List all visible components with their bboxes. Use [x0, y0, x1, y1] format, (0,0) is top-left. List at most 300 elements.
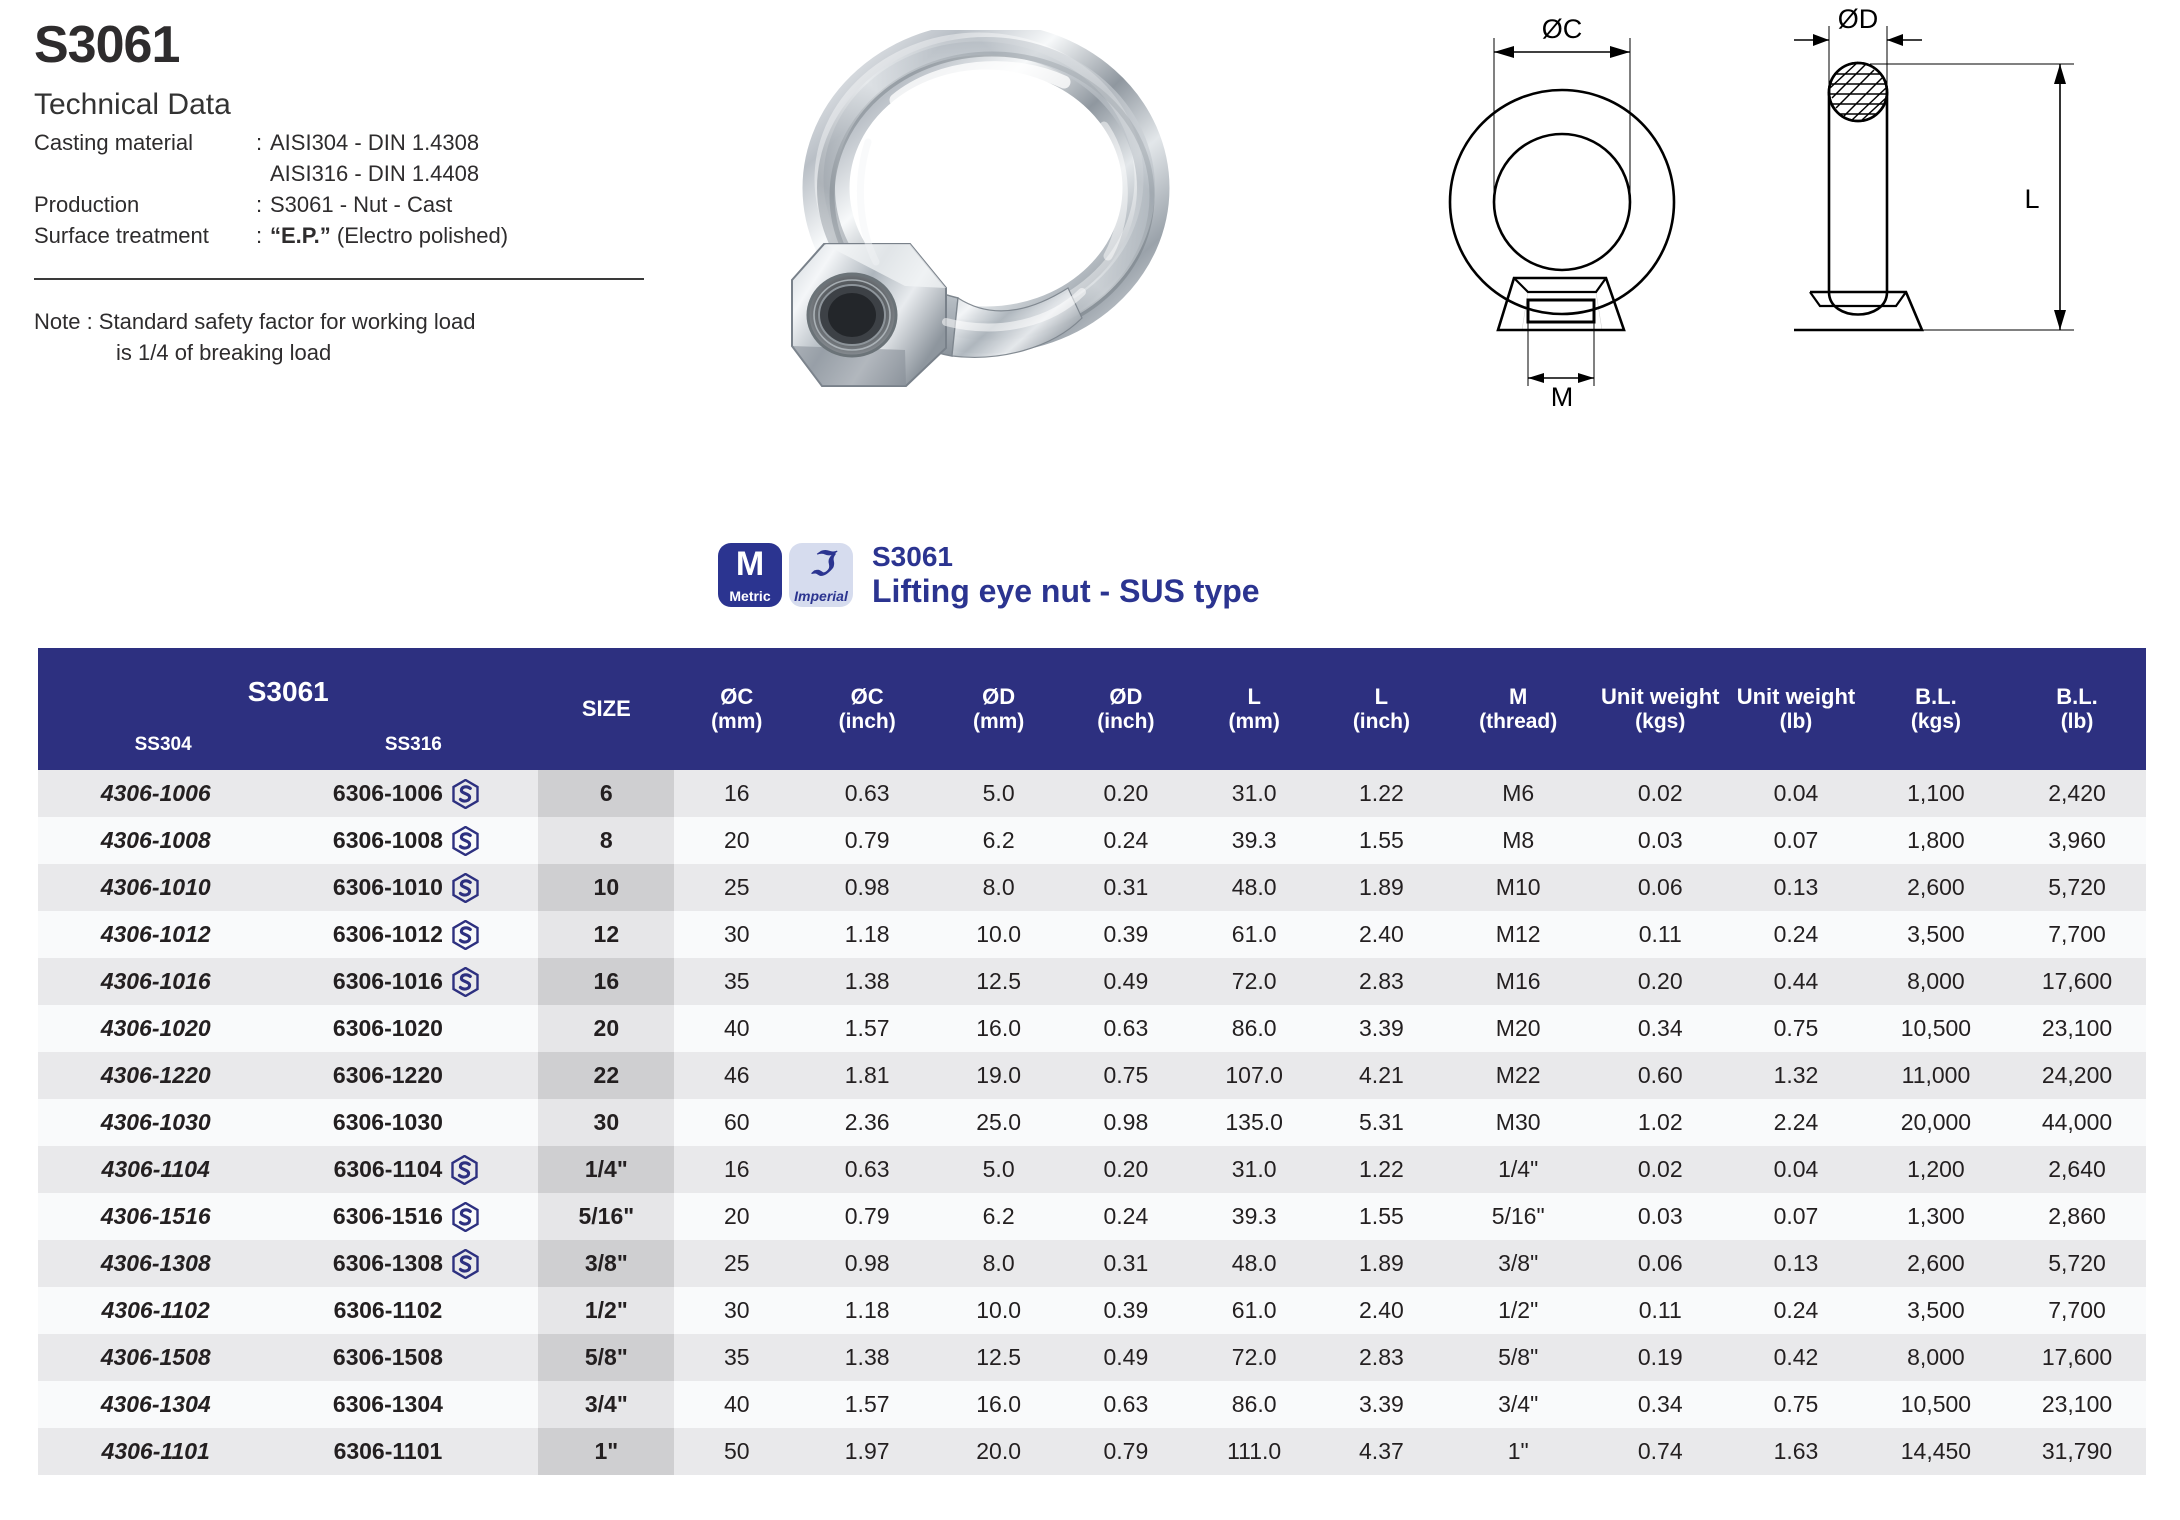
cell-bl-lb: 23,100 — [2008, 1005, 2146, 1052]
tech-row-casting-material — [34, 127, 694, 158]
cell-unit-weight-lb: 0.04 — [1728, 1146, 1864, 1193]
cell-ss316-code: 6306-1102 — [333, 1297, 443, 1323]
cell-ss316-code: 6306-1508 — [332, 1344, 443, 1370]
cell-bl-lb: 5,720 — [2008, 864, 2146, 911]
cell-d-mm: 19.0 — [935, 1052, 1062, 1099]
cell-ss304: 4306-1220 — [38, 1052, 273, 1099]
header-col-m-thread: M (thread) — [1444, 648, 1592, 770]
cell-c-inch: 0.63 — [799, 770, 935, 817]
cell-unit-weight-kgs: 0.03 — [1592, 817, 1728, 864]
cell-ss316 — [273, 1428, 538, 1475]
header-col-ss316: SS316 — [384, 734, 442, 756]
cell-ss316-code: 6306-1030 — [332, 1109, 443, 1135]
lifting-eye-nut-photo-svg — [700, 30, 1220, 530]
cell-c-mm: 35 — [674, 1334, 799, 1381]
cell-ss316-code: 6306-1016 — [332, 968, 443, 994]
cell-size: 30 — [538, 1099, 674, 1146]
cell-unit-weight-kgs: 0.11 — [1592, 1287, 1728, 1334]
cell-d-inch: 0.20 — [1062, 770, 1189, 817]
cell-m-thread: M6 — [1444, 770, 1592, 817]
cell-d-mm: 6.2 — [935, 817, 1062, 864]
cell-ss316-code: 6306-1020 — [332, 1015, 443, 1041]
table-row — [38, 1099, 2146, 1146]
stainless-hex-logo-icon — [452, 1202, 479, 1232]
cell-l-inch: 1.22 — [1319, 1146, 1444, 1193]
cell-m-thread: M10 — [1444, 864, 1592, 911]
stainless-hex-logo-icon — [451, 1155, 478, 1185]
cell-l-inch: 2.83 — [1319, 1334, 1444, 1381]
cell-c-inch: 1.38 — [799, 958, 935, 1005]
cell-l-inch: 2.40 — [1319, 911, 1444, 958]
cell-unit-weight-kgs: 0.06 — [1592, 864, 1728, 911]
table-row — [38, 958, 2146, 1005]
cell-size: 12 — [538, 911, 674, 958]
header-col-bl-lb: B.L. (lb) — [2008, 648, 2146, 770]
cell-l-mm: 31.0 — [1189, 1146, 1318, 1193]
tech-separator: : — [256, 223, 263, 249]
cell-c-inch: 0.79 — [799, 1193, 935, 1240]
cell-unit-weight-lb: 0.75 — [1728, 1381, 1864, 1428]
cell-ss316-code: 6306-1101 — [333, 1438, 443, 1464]
cell-unit-weight-lb: 0.24 — [1728, 1287, 1864, 1334]
cell-d-inch: 0.31 — [1062, 864, 1189, 911]
cell-d-inch: 0.31 — [1062, 1240, 1189, 1287]
cell-size: 5/16" — [538, 1193, 674, 1240]
stainless-hex-logo-icon — [452, 779, 479, 809]
product-name — [872, 540, 1260, 611]
header-group-title: S3061 — [247, 675, 329, 707]
cell-bl-kgs: 10,500 — [1864, 1005, 2008, 1052]
cell-bl-lb: 5,720 — [2008, 1240, 2146, 1287]
table-row — [38, 864, 2146, 911]
header-col-l-mm: L (mm) — [1189, 648, 1318, 770]
cell-m-thread: 5/16" — [1444, 1193, 1592, 1240]
cell-ss316 — [273, 1240, 538, 1287]
cell-unit-weight-kgs: 1.02 — [1592, 1099, 1728, 1146]
metric-badge-glyph: M — [735, 545, 765, 584]
cell-d-mm: 12.5 — [935, 958, 1062, 1005]
cell-bl-kgs: 8,000 — [1864, 958, 2008, 1005]
cell-l-mm: 135.0 — [1189, 1099, 1318, 1146]
product-photo — [700, 30, 1220, 530]
cell-ss316-code: 6306-1010 — [332, 874, 443, 900]
cell-size: 8 — [538, 817, 674, 864]
cell-m-thread: 1/2" — [1444, 1287, 1592, 1334]
cell-unit-weight-kgs: 0.74 — [1592, 1428, 1728, 1475]
header-col-unit-weight-kgs: Unit weight (kgs) — [1592, 648, 1728, 770]
cell-bl-kgs: 1,300 — [1864, 1193, 2008, 1240]
cell-bl-lb: 24,200 — [2008, 1052, 2146, 1099]
cell-bl-kgs: 1,800 — [1864, 817, 2008, 864]
cell-d-inch: 0.63 — [1062, 1005, 1189, 1052]
imperial-badge-glyph: ℑ — [809, 544, 833, 584]
cell-bl-lb: 2,860 — [2008, 1193, 2146, 1240]
product-code: S3061 — [872, 541, 953, 572]
cell-c-inch: 0.63 — [799, 1146, 935, 1193]
cell-bl-kgs: 1,100 — [1864, 770, 2008, 817]
cell-d-inch: 0.24 — [1062, 1193, 1189, 1240]
cell-ss304: 4306-1102 — [38, 1287, 273, 1334]
table-row — [38, 1334, 2146, 1381]
header-col-ss304: SS304 — [134, 734, 192, 756]
cell-d-mm: 16.0 — [935, 1381, 1062, 1428]
specification-table-body — [38, 770, 2146, 1475]
imperial-badge-caption: Imperial — [794, 588, 848, 605]
cell-m-thread: 3/8" — [1444, 1240, 1592, 1287]
table-row — [38, 770, 2146, 817]
cell-d-inch: 0.49 — [1062, 958, 1189, 1005]
cell-l-mm: 72.0 — [1189, 958, 1318, 1005]
stainless-hex-logo-icon — [452, 1249, 479, 1279]
cell-bl-kgs: 2,600 — [1864, 1240, 2008, 1287]
cell-ss304: 4306-1308 — [38, 1240, 273, 1287]
table-row — [38, 1052, 2146, 1099]
header-col-bl-kgs: B.L. (kgs) — [1864, 648, 2008, 770]
cell-ss316 — [273, 1334, 538, 1381]
cell-unit-weight-kgs: 0.03 — [1592, 1193, 1728, 1240]
cell-l-mm: 86.0 — [1189, 1381, 1318, 1428]
cell-d-inch: 0.24 — [1062, 817, 1189, 864]
cell-l-mm: 111.0 — [1189, 1428, 1318, 1475]
cell-ss316 — [273, 770, 538, 817]
header-col-c-mm: ØC (mm) — [674, 648, 799, 770]
stainless-hex-logo-icon — [452, 826, 479, 856]
cell-size: 20 — [538, 1005, 674, 1052]
cell-c-mm: 60 — [674, 1099, 799, 1146]
cell-ss316-code: 6306-1006 — [332, 780, 443, 806]
cell-unit-weight-kgs: 0.06 — [1592, 1240, 1728, 1287]
cell-l-mm: 107.0 — [1189, 1052, 1318, 1099]
cell-l-inch: 5.31 — [1319, 1099, 1444, 1146]
surface-treatment-detail: (Electro polished) — [330, 223, 509, 249]
table-row — [38, 1240, 2146, 1287]
tech-label: Surface treatment — [34, 223, 209, 249]
cell-unit-weight-kgs: 0.02 — [1592, 770, 1728, 817]
cell-ss316 — [273, 1381, 538, 1428]
cell-bl-kgs: 2,600 — [1864, 864, 2008, 911]
tech-value: AISI316 - DIN 1.4408 — [270, 160, 480, 186]
cell-bl-kgs: 8,000 — [1864, 1334, 2008, 1381]
cell-ss304: 4306-1016 — [38, 958, 273, 1005]
cell-bl-kgs: 14,450 — [1864, 1428, 2008, 1475]
cell-l-mm: 72.0 — [1189, 1334, 1318, 1381]
cell-c-inch: 1.97 — [799, 1428, 935, 1475]
tech-row-production — [34, 189, 694, 220]
table-row — [38, 1287, 2146, 1334]
table-row — [38, 1005, 2146, 1052]
cell-size: 1/2" — [538, 1287, 674, 1334]
cell-bl-lb: 23,100 — [2008, 1381, 2146, 1428]
cell-c-inch: 1.57 — [799, 1005, 935, 1052]
cell-size: 1/4" — [538, 1146, 674, 1193]
product-title-block — [718, 540, 1260, 611]
front-view-diameter-label: ØC — [1541, 14, 1583, 44]
safety-note — [34, 306, 694, 370]
cell-m-thread: M22 — [1444, 1052, 1592, 1099]
cell-d-mm: 10.0 — [935, 1287, 1062, 1334]
side-view-length-label: L — [2024, 184, 2040, 214]
cell-size: 6 — [538, 770, 674, 817]
cell-unit-weight-kgs: 0.11 — [1592, 911, 1728, 958]
tech-row-surface-treatment — [34, 220, 694, 251]
cell-m-thread: M8 — [1444, 817, 1592, 864]
imperial-badge — [789, 543, 853, 607]
cell-d-inch: 0.75 — [1062, 1052, 1189, 1099]
cell-ss304: 4306-1010 — [38, 864, 273, 911]
cell-unit-weight-lb: 1.32 — [1728, 1052, 1864, 1099]
page-title: S3061 — [34, 16, 180, 74]
tech-value: S3061 - Nut - Cast — [270, 192, 453, 218]
tech-value: AISI304 - DIN 1.4308 — [270, 129, 480, 155]
cell-unit-weight-lb: 1.63 — [1728, 1428, 1864, 1475]
cell-l-inch: 1.22 — [1319, 770, 1444, 817]
cell-size: 3/4" — [538, 1381, 674, 1428]
cell-d-mm: 10.0 — [935, 911, 1062, 958]
cell-c-inch: 0.98 — [799, 1240, 935, 1287]
cell-c-mm: 30 — [674, 911, 799, 958]
header-col-d-mm: ØD (mm) — [935, 648, 1062, 770]
cell-size: 3/8" — [538, 1240, 674, 1287]
header-col-unit-weight-lb: Unit weight (lb) — [1728, 648, 1864, 770]
cell-l-mm: 39.3 — [1189, 1193, 1318, 1240]
cell-unit-weight-lb: 0.04 — [1728, 770, 1864, 817]
drawings-svg — [1410, 0, 2180, 420]
cell-c-inch: 1.18 — [799, 911, 935, 958]
cell-ss316 — [273, 817, 538, 864]
cell-ss316 — [273, 1052, 538, 1099]
cell-ss316 — [273, 864, 538, 911]
cell-l-inch: 1.89 — [1319, 864, 1444, 911]
cell-c-inch: 1.38 — [799, 1334, 935, 1381]
cell-ss316 — [273, 1099, 538, 1146]
cell-l-inch: 3.39 — [1319, 1005, 1444, 1052]
cell-c-mm: 46 — [674, 1052, 799, 1099]
front-view-thread-label: M — [1550, 382, 1574, 412]
product-description: Lifting eye nut - SUS type — [872, 573, 1260, 610]
cell-l-inch: 2.83 — [1319, 958, 1444, 1005]
cell-m-thread: M20 — [1444, 1005, 1592, 1052]
cell-m-thread: 1" — [1444, 1428, 1592, 1475]
cell-ss304: 4306-1104 — [38, 1146, 273, 1193]
technical-data-heading: Technical Data — [34, 87, 231, 121]
stainless-hex-logo-icon — [452, 967, 479, 997]
cell-c-inch: 0.98 — [799, 864, 935, 911]
cell-d-mm: 8.0 — [935, 864, 1062, 911]
cell-unit-weight-lb: 2.24 — [1728, 1099, 1864, 1146]
cell-unit-weight-lb: 0.13 — [1728, 864, 1864, 911]
cell-ss304: 4306-1304 — [38, 1381, 273, 1428]
cell-c-inch: 1.81 — [799, 1052, 935, 1099]
cell-c-mm: 35 — [674, 958, 799, 1005]
cell-ss316-code: 6306-1220 — [332, 1062, 443, 1088]
tech-separator: : — [256, 129, 263, 155]
cell-bl-lb: 44,000 — [2008, 1099, 2146, 1146]
cell-l-mm: 31.0 — [1189, 770, 1318, 817]
cell-l-inch: 4.37 — [1319, 1428, 1444, 1475]
cell-ss304: 4306-1508 — [38, 1334, 273, 1381]
cell-d-inch: 0.79 — [1062, 1428, 1189, 1475]
cell-bl-lb: 17,600 — [2008, 1334, 2146, 1381]
cell-unit-weight-lb: 0.42 — [1728, 1334, 1864, 1381]
cell-unit-weight-lb: 0.13 — [1728, 1240, 1864, 1287]
cell-ss316-code: 6306-1308 — [332, 1250, 443, 1276]
header-col-l-inch: L (inch) — [1319, 648, 1444, 770]
cell-d-inch: 0.39 — [1062, 911, 1189, 958]
cell-size: 1" — [538, 1428, 674, 1475]
side-view-diameter-label: ØD — [1837, 4, 1879, 34]
safety-note-line-2: is 1/4 of breaking load — [116, 340, 332, 366]
metric-badge — [718, 543, 782, 607]
cell-bl-lb: 2,640 — [2008, 1146, 2146, 1193]
cell-ss316 — [273, 911, 538, 958]
table-row — [38, 1193, 2146, 1240]
cell-ss316 — [273, 1287, 538, 1334]
cell-bl-lb: 7,700 — [2008, 1287, 2146, 1334]
cell-d-mm: 6.2 — [935, 1193, 1062, 1240]
cell-bl-kgs: 10,500 — [1864, 1381, 2008, 1428]
cell-size: 22 — [538, 1052, 674, 1099]
cell-l-inch: 4.21 — [1319, 1052, 1444, 1099]
cell-ss316 — [273, 1193, 538, 1240]
cell-c-mm: 16 — [674, 1146, 799, 1193]
cell-unit-weight-lb: 0.07 — [1728, 817, 1864, 864]
specification-table — [38, 648, 2146, 1475]
tech-label: Production — [34, 192, 140, 218]
cell-ss316-code: 6306-1516 — [332, 1203, 443, 1229]
cell-c-mm: 30 — [674, 1287, 799, 1334]
cell-c-mm: 50 — [674, 1428, 799, 1475]
cell-bl-kgs: 3,500 — [1864, 1287, 2008, 1334]
cell-unit-weight-kgs: 0.60 — [1592, 1052, 1728, 1099]
cell-bl-lb: 3,960 — [2008, 817, 2146, 864]
cell-d-mm: 5.0 — [935, 770, 1062, 817]
cell-unit-weight-lb: 0.44 — [1728, 958, 1864, 1005]
cell-bl-lb: 17,600 — [2008, 958, 2146, 1005]
cell-size: 5/8" — [538, 1334, 674, 1381]
cell-l-mm: 48.0 — [1189, 864, 1318, 911]
cell-m-thread: 3/4" — [1444, 1381, 1592, 1428]
cell-m-thread: 1/4" — [1444, 1146, 1592, 1193]
header-group-s3061 — [38, 648, 538, 770]
table-row — [38, 1428, 2146, 1475]
cell-ss304: 4306-1008 — [38, 817, 273, 864]
cell-c-inch: 2.36 — [799, 1099, 935, 1146]
cell-c-mm: 16 — [674, 770, 799, 817]
metric-badge-caption: Metric — [729, 588, 771, 605]
cell-d-mm: 8.0 — [935, 1240, 1062, 1287]
cell-d-inch: 0.39 — [1062, 1287, 1189, 1334]
technical-data-block — [34, 18, 694, 369]
cell-l-inch: 3.39 — [1319, 1381, 1444, 1428]
cell-ss304: 4306-1006 — [38, 770, 273, 817]
cell-ss304: 4306-1030 — [38, 1099, 273, 1146]
cell-c-mm: 40 — [674, 1381, 799, 1428]
cell-l-mm: 48.0 — [1189, 1240, 1318, 1287]
cell-unit-weight-kgs: 0.34 — [1592, 1005, 1728, 1052]
cell-ss316 — [273, 1005, 538, 1052]
cell-d-inch: 0.98 — [1062, 1099, 1189, 1146]
cell-m-thread: M16 — [1444, 958, 1592, 1005]
cell-bl-kgs: 11,000 — [1864, 1052, 2008, 1099]
cell-m-thread: M12 — [1444, 911, 1592, 958]
cell-c-inch: 1.57 — [799, 1381, 935, 1428]
cell-unit-weight-lb: 0.75 — [1728, 1005, 1864, 1052]
cell-bl-kgs: 20,000 — [1864, 1099, 2008, 1146]
cell-d-mm: 12.5 — [935, 1334, 1062, 1381]
cell-bl-lb: 31,790 — [2008, 1428, 2146, 1475]
table-row — [38, 817, 2146, 864]
cell-l-inch: 1.89 — [1319, 1240, 1444, 1287]
cell-d-mm: 5.0 — [935, 1146, 1062, 1193]
cell-size: 10 — [538, 864, 674, 911]
cell-d-mm: 20.0 — [935, 1428, 1062, 1475]
cell-ss316-code: 6306-1104 — [333, 1156, 443, 1182]
cell-l-inch: 2.40 — [1319, 1287, 1444, 1334]
cell-c-mm: 20 — [674, 1193, 799, 1240]
tech-separator: : — [256, 192, 263, 218]
cell-size: 16 — [538, 958, 674, 1005]
cell-bl-lb: 2,420 — [2008, 770, 2146, 817]
cell-d-inch: 0.49 — [1062, 1334, 1189, 1381]
cell-d-inch: 0.20 — [1062, 1146, 1189, 1193]
cell-bl-kgs: 3,500 — [1864, 911, 2008, 958]
table-row — [38, 1381, 2146, 1428]
cell-bl-kgs: 1,200 — [1864, 1146, 2008, 1193]
table-header-row — [38, 648, 2146, 770]
cell-unit-weight-kgs: 0.20 — [1592, 958, 1728, 1005]
cell-m-thread: M30 — [1444, 1099, 1592, 1146]
table-row — [38, 911, 2146, 958]
surface-treatment-code: “E.P.” — [270, 223, 331, 249]
specification-table-wrapper — [38, 648, 2146, 1475]
cell-ss316-code: 6306-1008 — [332, 827, 443, 853]
tech-row-casting-material-2 — [34, 158, 694, 189]
cell-c-mm: 40 — [674, 1005, 799, 1052]
stainless-hex-logo-icon — [452, 873, 479, 903]
engineering-drawings — [1410, 0, 2180, 420]
cell-d-inch: 0.63 — [1062, 1381, 1189, 1428]
cell-l-mm: 61.0 — [1189, 911, 1318, 958]
cell-ss316-code: 6306-1012 — [332, 921, 443, 947]
cell-c-mm: 20 — [674, 817, 799, 864]
cell-ss316-code: 6306-1304 — [332, 1391, 443, 1417]
cell-c-inch: 1.18 — [799, 1287, 935, 1334]
cell-unit-weight-kgs: 0.02 — [1592, 1146, 1728, 1193]
cell-l-mm: 39.3 — [1189, 817, 1318, 864]
cell-unit-weight-lb: 0.07 — [1728, 1193, 1864, 1240]
cell-unit-weight-kgs: 0.19 — [1592, 1334, 1728, 1381]
stainless-hex-logo-icon — [452, 920, 479, 950]
cell-c-mm: 25 — [674, 864, 799, 911]
cell-c-inch: 0.79 — [799, 817, 935, 864]
side-view-drawing — [1794, 26, 2074, 330]
header-col-size: SIZE — [538, 648, 674, 770]
cell-l-inch: 1.55 — [1319, 1193, 1444, 1240]
cell-bl-lb: 7,700 — [2008, 911, 2146, 958]
divider — [34, 278, 644, 280]
cell-ss304: 4306-1012 — [38, 911, 273, 958]
cell-l-mm: 61.0 — [1189, 1287, 1318, 1334]
header-col-c-inch: ØC (inch) — [799, 648, 935, 770]
datasheet-header — [0, 0, 2180, 648]
cell-l-inch: 1.55 — [1319, 817, 1444, 864]
cell-unit-weight-kgs: 0.34 — [1592, 1381, 1728, 1428]
front-view-drawing — [1450, 38, 1674, 386]
header-col-d-inch: ØD (inch) — [1062, 648, 1189, 770]
cell-unit-weight-lb: 0.24 — [1728, 911, 1864, 958]
cell-ss304: 4306-1020 — [38, 1005, 273, 1052]
cell-c-mm: 25 — [674, 1240, 799, 1287]
